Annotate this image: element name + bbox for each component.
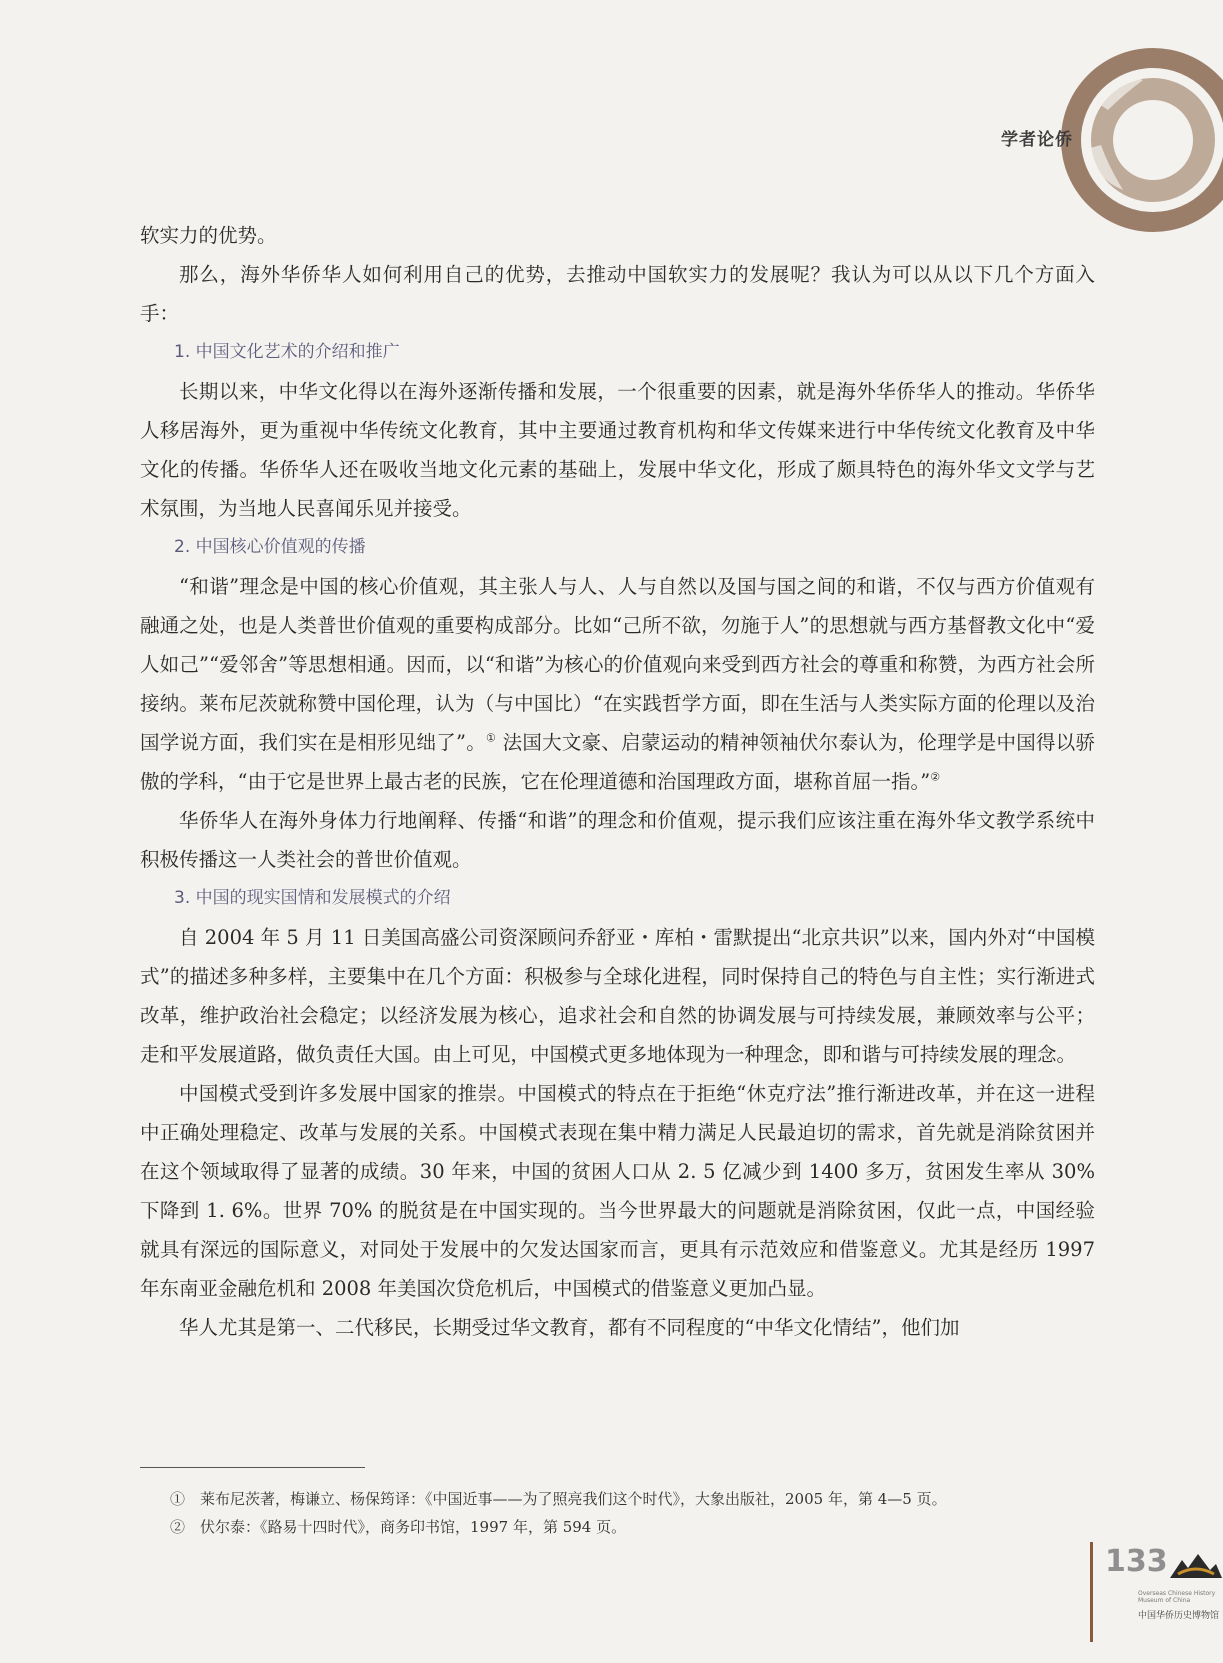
footnote-ref[interactable]: ② — [930, 770, 941, 784]
decorative-medallion-icon — [1053, 40, 1223, 240]
footnote-divider — [140, 1467, 365, 1468]
mountain-logo-icon — [1168, 1550, 1223, 1580]
paragraph: 自 2004 年 5 月 11 日美国高盛公司资深顾问乔舒亚・库柏・雷默提出“北京共识”以来，国内外对“中国模式”的描述多种多样，主要集中在几个方面：积极参与全球化进程，同时保持自己的特色与自主性；实行渐进式改革，维护政治社会稳定；以经济发展为核心，追求社会和自然的协调发展与可持续发展，兼顾效率与公平；走和平发展道路，做负责任大国。由上可见，中国模式更多地体现为一种理念，即和谐与可持续发展的理念。 — [140, 926, 1095, 1066]
body-text — [140, 216, 1095, 1347]
footnote-ref[interactable]: ① — [486, 731, 497, 745]
paragraph-text: “和谐”理念是中国的核心价值观，其主张人与人、人与自然以及国与国之间的和谐，不仅与西方价值观有融通之处，也是人类普世价值观的重要构成部分。比如“己所不欲，勿施于人”的思想就与西方基督教文化中“爱人如己”“爱邻舍”等思想相通。因而，以“和谐”为核心的价值观向来受到西方社会的尊重和称赞，为西方社会所接纳。莱布尼茨就称赞中国伦理，认为（与中国比）“在实践哲学方面，即在生活与人类实际方面的伦理以及治国学说方面，我们实在是相形见绌了”。 — [140, 575, 1095, 754]
footnote: ① 莱布尼茨著，梅谦立、杨保筠译：《中国近事——为了照亮我们这个时代》，大象出版社，2005 年，第 4—5 页。 — [170, 1490, 947, 1508]
section-header: 学者论侨 — [1001, 130, 1073, 150]
museum-name-en: Overseas Chinese History Museum of China — [1138, 1590, 1216, 1604]
subheading: 2. 中国核心价值观的传播 — [174, 537, 366, 557]
paragraph-text: 法国大文豪、启蒙运动的精神领袖伏尔泰认为，伦理学是中国得以骄傲的学科，“由于它是世界上最古老的民族，它在伦理道德和治国理政方面，堪称首屈一指。” — [140, 731, 1095, 793]
subheading: 1. 中国文化艺术的介绍和推广 — [174, 342, 400, 362]
paragraph — [140, 567, 1095, 801]
paragraph: 软实力的优势。 — [140, 224, 277, 247]
page-number: 133 — [1105, 1544, 1168, 1579]
footnote: ② 伏尔泰：《路易十四时代》，商务印书馆，1997 年，第 594 页。 — [170, 1518, 627, 1536]
paragraph: 华侨华人在海外身体力行地阐释、传播“和谐”的理念和价值观，提示我们应该注重在海外华文教学系统中积极传播这一人类社会的普世价值观。 — [140, 809, 1095, 871]
paragraph: 那么，海外华侨华人如何利用自己的优势，去推动中国软实力的发展呢？我认为可以从以下几个方面入手： — [140, 263, 1095, 325]
museum-name-cn: 中国华侨历史博物馆 — [1138, 1611, 1220, 1621]
paragraph: 中国模式受到许多发展中国家的推崇。中国模式的特点在于拒绝“休克疗法”推行渐进改革，并在这一进程中正确处理稳定、改革与发展的关系。中国模式表现在集中精力满足人民最迫切的需求，首先就是消除贫困并在这个领域取得了显著的成绩。30 年来，中国的贫困人口从 2. 5 亿减少到 1400 多万，贫困发生率从 30% 下降到 1. 6%。世界 70% 的脱贫是在中国实现的。当今世界最大的问题就是消除贫困，仅此一点，中国经验就具有深远的国际意义，对同处于发展中的欠发达国家而言，更具有示范效应和借鉴意义。尤其是经历 1997 年东南亚金融危机和 2008 年美国次贷危机后，中国模式的借鉴意义更加凸显。 — [140, 1082, 1095, 1300]
page-number-bar — [1090, 1542, 1093, 1642]
subheading: 3. 中国的现实国情和发展模式的介绍 — [174, 888, 451, 908]
footnotes — [170, 1485, 1070, 1541]
paragraph: 华人尤其是第一、二代移民，长期受过华文教育，都有不同程度的“中华文化情结”，他们加 — [179, 1316, 960, 1339]
paragraph: 长期以来，中华文化得以在海外逐渐传播和发展，一个很重要的因素，就是海外华侨华人的推动。华侨华人移居海外，更为重视中华传统文化教育，其中主要通过教育机构和华文传媒来进行中华传统文化教育及中华文化的传播。华侨华人还在吸收当地文化元素的基础上，发展中华文化，形成了颇具特色的海外华文文学与艺术氛围，为当地人民喜闻乐见并接受。 — [140, 380, 1095, 520]
